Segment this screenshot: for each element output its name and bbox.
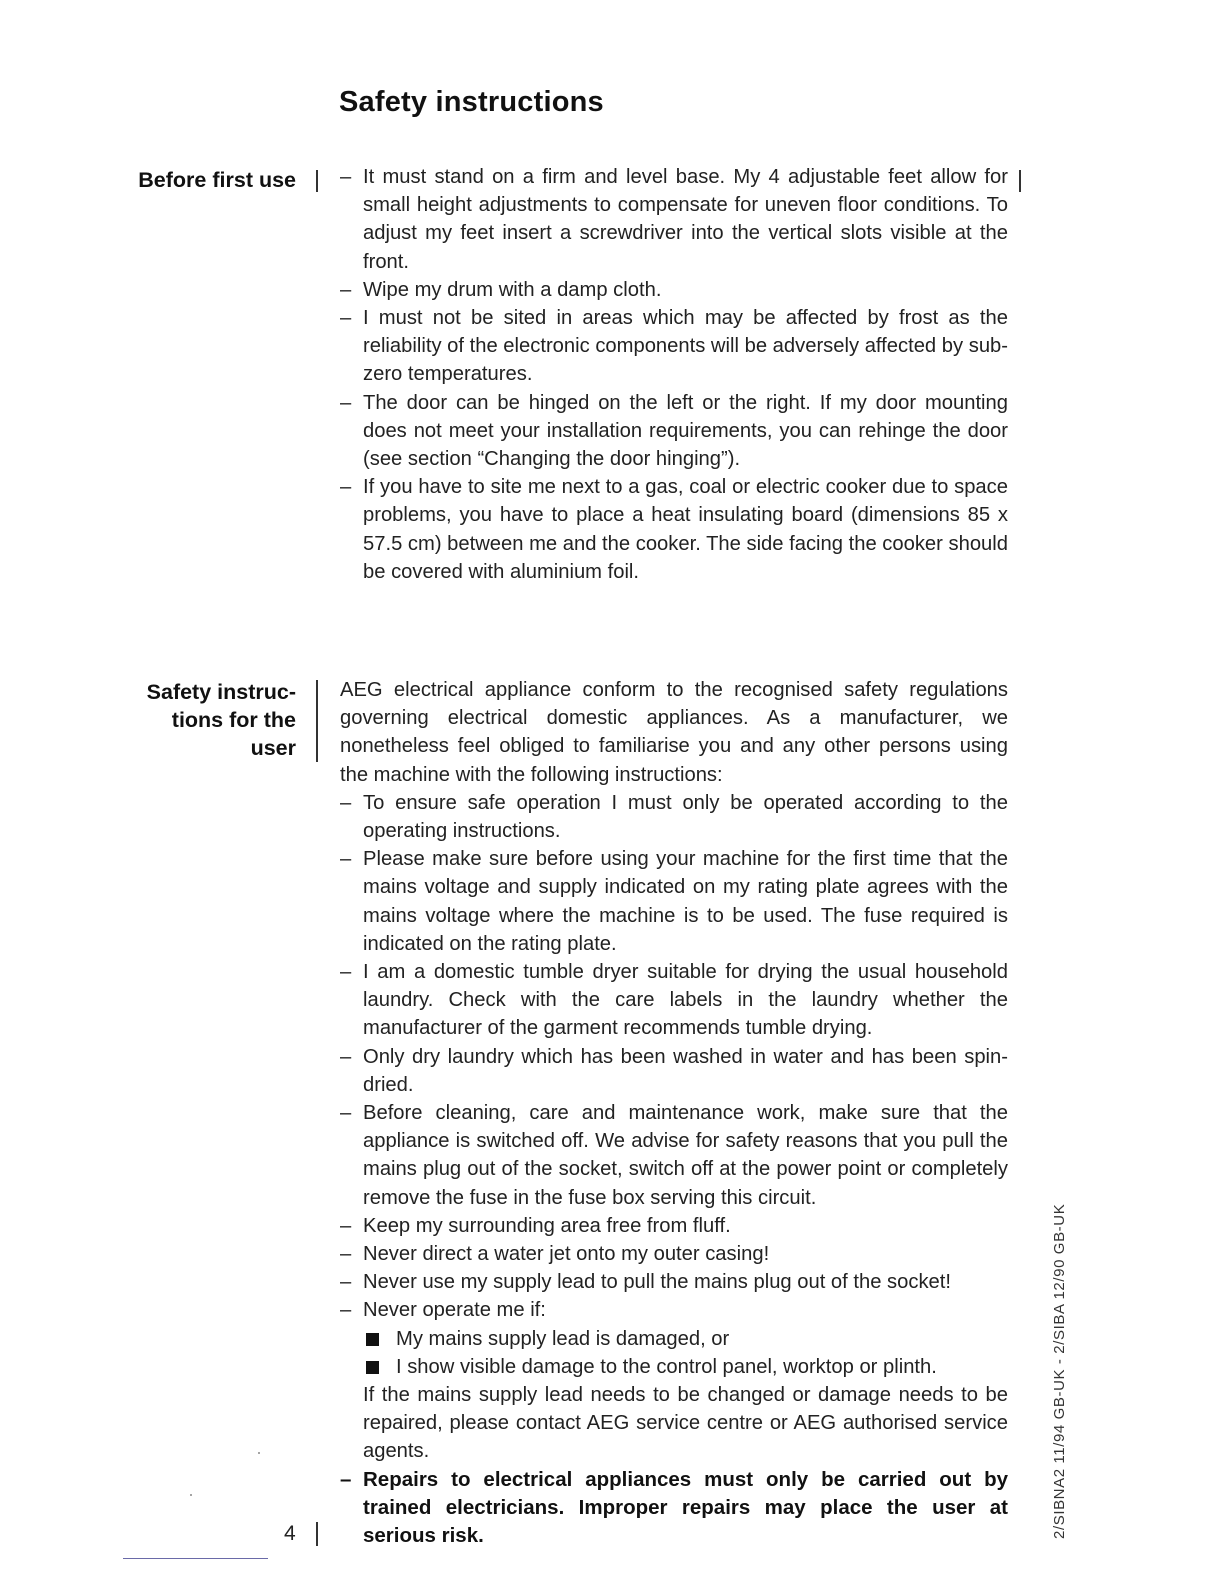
list-item: – I am a domestic tumble dryer suitable for drying the usual household laundry. Check with the care labels in the laundry whether the manufacturer of the garment recommends tumble drying. [340,961,1008,1040]
list-item: – If you have to site me next to a gas, coal or electric cooker due to space problems, you have to place a heat insulating board (dimensions 85 x 57.5 cm) between me and the cooker. The side facing the cooker should be covered with aluminium foil. [340,476,1008,583]
list-item: – Keep my surrounding area free from fluff. [340,1214,731,1237]
page-number: 4 [284,1522,296,1545]
right-margin-rule [1019,170,1021,192]
warning-item: – Repairs to electrical appliances must only be carried out by trained electricians. Improper repairs may place the user at serious risk. [340,1467,1008,1548]
scan-speck [258,1452,260,1454]
square-bullet-icon [366,1333,379,1346]
scan-speck [190,1494,192,1496]
heading-line: Safety instruc- [146,680,296,704]
section-heading-safety-for-user [147,678,296,762]
footer-rule [123,1558,268,1559]
repair-note: If the mains supply lead needs to be changed or damage needs to be repaired, please contact AEG service centre or AEG authorised service agents. [363,1384,1008,1463]
page-title: Safety instructions [339,86,604,118]
list-item: – To ensure safe operation I must only be operated according to the operating instructions. [340,791,1008,843]
list-item: – Please make sure before using your machine for the first time that the mains voltage and supply indicated on my rating plate agrees with the mains voltage where the machine is to be used. The fuse required is indicated on the rating plate. [340,848,1008,955]
margin-rule [316,170,318,192]
heading-line: user [250,736,296,760]
heading-line: tions for the [171,708,296,732]
bullet-item: I show visible damage to the control panel, worktop or plinth. [340,1353,1008,1381]
square-bullet-icon [366,1361,379,1374]
list-item: – I must not be sited in areas which may be affected by frost as the reliability of the electronic components will be adversely affected by sub-zero temperatures. [340,307,1008,386]
list-item: – Never use my supply lead to pull the mains plug out of the socket! [340,1271,952,1294]
intro-paragraph: AEG electrical appliance conform to the recognised safety regulations governing electrical domestic appliances. As a manufacturer, we nonetheless feel obliged to familiarise you and any other persons using the machine with the following instructions: [340,679,1008,786]
section-body-before-first-use [340,163,1008,586]
list-item: – The door can be hinged on the left or the right. If my door mounting does not meet your installation requirements, you can rehinge the door (see section “Changing the door hinging”). [340,391,1008,471]
list-item: – Before cleaning, care and maintenance work, make sure that the appliance is switched off. We advise for safety reasons that you pull the mains plug out of the socket, switch off at the power point or completely remove the fuse in the fuse box serving this circuit. [340,1102,1008,1209]
list-item: – Never direct a water jet onto my outer casing! [340,1243,770,1266]
heading-line: Before first use [138,168,296,192]
document-code: 2/SIBNA2 11/94 GB-UK - 2/SIBA 12/90 GB-UK [1051,1203,1068,1539]
margin-rule [316,1522,318,1546]
list-item: – Wipe my drum with a damp cloth. [340,278,662,301]
section-heading-before-first-use [138,166,296,194]
margin-rule [316,680,318,762]
section-body-safety-for-user [340,676,1008,1550]
list-item: – Only dry laundry which has been washed in water and has been spin-dried. [340,1045,1008,1096]
bullet-item: My mains supply lead is damaged, or [340,1325,1008,1353]
list-item: – Never operate me if: [340,1299,546,1322]
list-item: – It must stand on a firm and level base. My 4 adjustable feet allow for small height adjustments to compensate for uneven floor conditions. To adjust my feet insert a screwdriver into the vertical slots visible at the front. [340,166,1008,273]
